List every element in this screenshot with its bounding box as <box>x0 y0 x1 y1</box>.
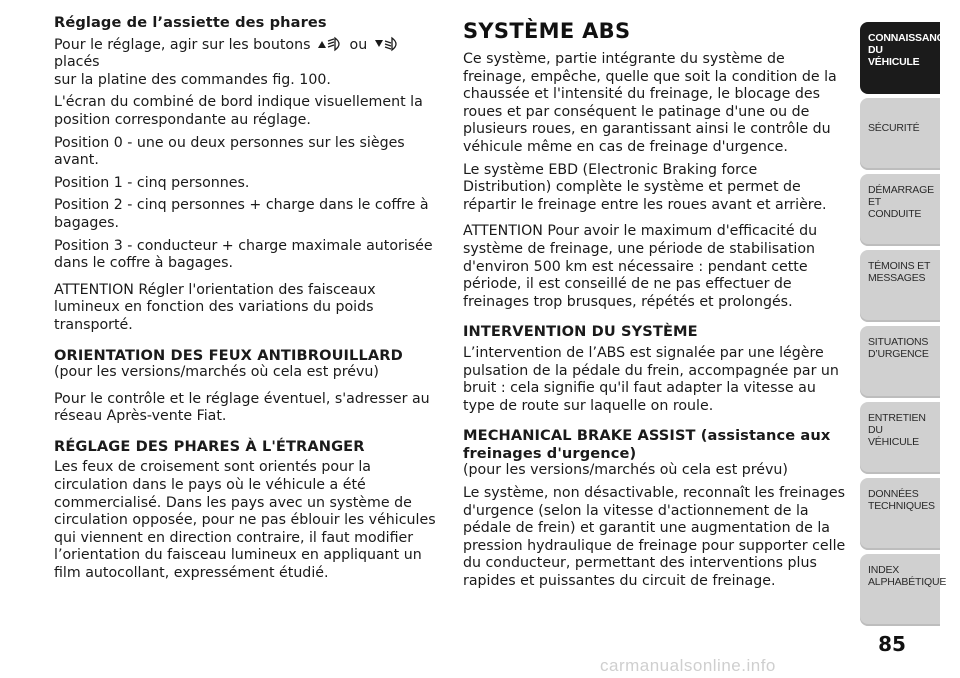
heading-intervention: INTERVENTION DU SYSTÈME <box>463 323 698 341</box>
tab-entretien-vehicule[interactable] <box>860 402 940 474</box>
section-title-abs: SYSTÈME ABS <box>463 19 631 43</box>
paragraph-buttons <box>54 36 438 90</box>
paragraph-position-0: Position 0 - une ou deux personnes sur les sièges avant. <box>54 134 405 169</box>
tab-label: INDEX <box>868 564 900 576</box>
tab-label: VÉHICULE <box>868 436 919 448</box>
paragraph-position-1: Position 1 - cinq personnes. <box>54 174 250 191</box>
paragraph-mba-description: Le système, non désactivable, reconnaît les freinages d'urgence (selon la vitesse d'actionnement de la pédale de frein) et garantit une augmentation de la pression hydraulique de freinage pour supporter celle du conducteur, permettant des interventions plus rapides et puissantes du circuit de freinage. <box>463 485 846 590</box>
paragraph-ebd: Le système EBD (Electronic Braking force Distribution) complète le système et permet de répartir le freinage entre les roues avant et arrière. <box>463 161 827 213</box>
paragraph-mba-versions: (pour les versions/marchés où cela est prévu) <box>463 462 788 479</box>
tab-label: DONNÉES <box>868 488 919 500</box>
text-fragment: Pour le réglage, agir sur les boutons <box>54 36 311 53</box>
page-number: 85 <box>878 632 906 656</box>
watermark: carmanualsonline.info <box>600 656 776 675</box>
left-column <box>54 14 438 588</box>
paragraph-warning-stabilisation: ATTENTION Pour avoir le maximum d'efficacité du système de freinage, une période de stabilisation d'environ 500 km est nécessaire : pendant cette période, il est conseillé de ne pas effectuer de freinages trop brusques, répétés et prolongés. <box>463 223 818 310</box>
paragraph-warning-beam: ATTENTION Régler l'orientation des faisceaux lumineux en fonction des variations du poids transporté. <box>54 281 376 333</box>
tab-label: TÉMOINS ET <box>868 260 931 272</box>
text-fragment: sur la platine des commandes fig. 100. <box>54 71 331 88</box>
tab-label: CONNAISSANCE <box>868 32 951 44</box>
paragraph-abs-description: Ce système, partie intégrante du système de freinage, empêche, quelle que soit la condition de la chaussée et l'intensité du freinage, le blocage des roues et par conséquent le patinage d'une ou de plusieurs roues, en garantissant ainsi le contrôle du véhicule même en cas de freinage d'urgence. <box>463 51 837 155</box>
tab-donnees-techniques[interactable] <box>860 478 940 550</box>
tab-connaissance-vehicule[interactable] <box>860 22 951 94</box>
tab-label: D’URGENCE <box>868 348 929 360</box>
heading-mechanical-brake-assist: MECHANICAL BRAKE ASSIST (assistance aux freinages d'urgence) <box>463 427 831 462</box>
headlight-up-icon <box>315 36 345 52</box>
heading-abroad: RÉGLAGE DES PHARES À L'ÉTRANGER <box>54 437 365 455</box>
paragraph-intervention: L’intervention de l’ABS est signalée par une légère pulsation de la pédale du frein, accompagnée par un bruit : cela signifie qu'il faut adapter la vitesse au type de route sur laquelle on roule. <box>463 344 839 414</box>
tab-label: MESSAGES <box>868 272 926 284</box>
paragraph-display: L'écran du combiné de bord indique visuellement la position correspondante au réglage. <box>54 94 423 128</box>
headlight-down-icon <box>372 36 402 52</box>
text-fragment: ou <box>349 36 368 53</box>
tab-label: ALPHABÉTIQUE <box>868 576 947 588</box>
tab-situations-urgence[interactable] <box>860 326 940 398</box>
paragraph-fog-versions: (pour les versions/marchés où cela est prévu) <box>54 364 379 381</box>
tab-label: SÉCURITÉ <box>868 122 920 134</box>
chapter-tabs <box>860 22 951 630</box>
tab-demarrage-conduite[interactable] <box>860 174 940 246</box>
heading-headlight-alignment: Réglage de l’assiette des phares <box>54 14 327 31</box>
tab-label: DU VÉHICULE <box>868 44 920 68</box>
tab-label: ENTRETIEN DU <box>868 412 926 436</box>
heading-fog-lights: ORIENTATION DES FEUX ANTIBROUILLARD <box>54 346 403 364</box>
tab-label: TECHNIQUES <box>868 500 935 512</box>
tab-label: CONDUITE <box>868 208 922 220</box>
paragraph-position-2: Position 2 - cinq personnes + charge dans le coffre à bagages. <box>54 197 429 231</box>
paragraph-fog-service: Pour le contrôle et le réglage éventuel, s'adresser au réseau Après-vente Fiat. <box>54 390 430 425</box>
text-fragment: placés <box>54 54 100 71</box>
tab-label: SITUATIONS <box>868 336 929 348</box>
tab-index-alphabetique[interactable] <box>860 554 947 626</box>
paragraph-position-3: Position 3 - conducteur + charge maximale autorisée dans le coffre à bagages. <box>54 237 433 272</box>
paragraph-abroad: Les feux de croisement sont orientés pour la circulation dans le pays où le véhicule a été commercialisé. Dans les pays avec un système de circulation opposée, pour ne pas éblouir les véhicules qui viennent en direction contraire, il faut modifier l’orientation du faisceau lumineux en appliquant un film autocollant, expressément étudié. <box>54 459 436 582</box>
tab-securite[interactable] <box>860 98 940 170</box>
right-column <box>463 14 847 596</box>
tab-label: DÉMARRAGE ET <box>868 184 934 208</box>
tab-temoins-messages[interactable] <box>860 250 940 322</box>
